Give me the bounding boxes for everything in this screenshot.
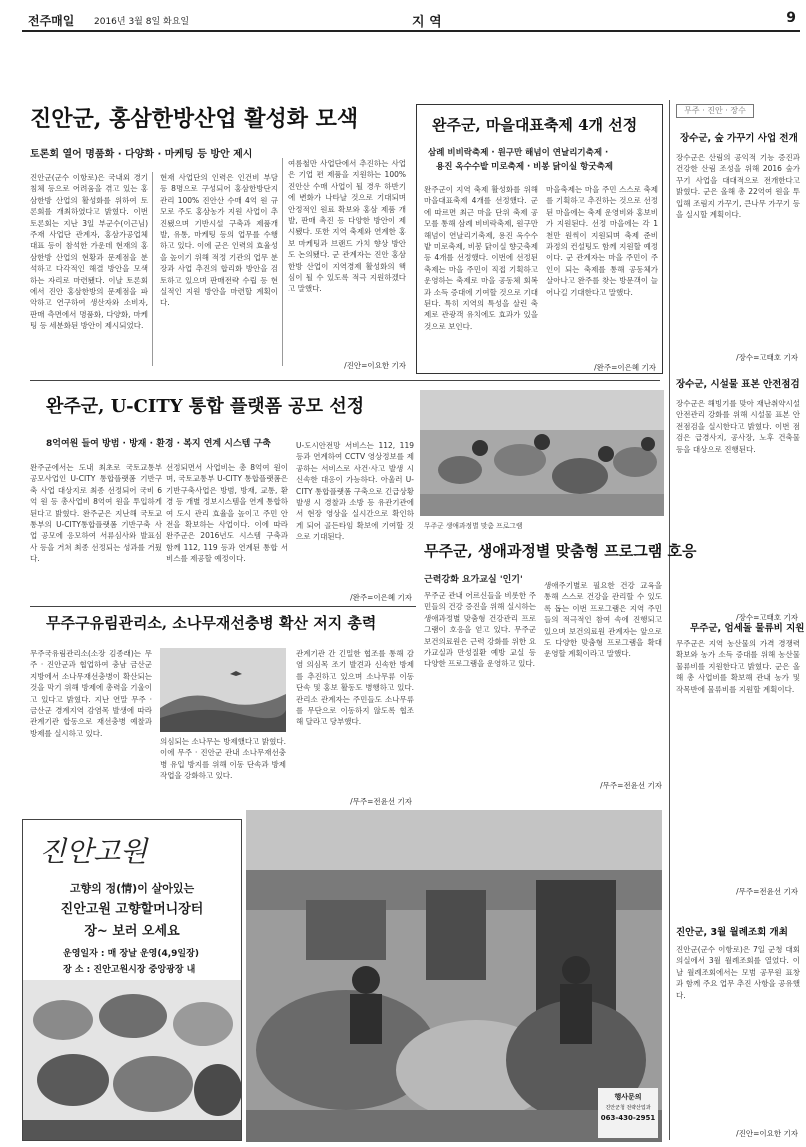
article3-subhead: 8억여원 들여 방범 · 방재 · 환경 · 복지 연계 시스템 구축 [46, 439, 271, 449]
sidebar-item4-title: 진안군, 3월 월례조회 개최 [676, 927, 788, 938]
article4-body-col1: 무주국유림관리소(소장 김종래)는 무주 · 진안군과 협업하여 충남 금산군 지방에서 소나무재선충병이 확산되는 것을 막기 위해 방제에 총력을 기울이고 있다고 밝혔다. 지난 연말 무주 · 금산군 경계지역 감염목 발생에 따라 관계기관 합동으로 재선충병 예찰과 방제를 실시하고 있다. [30, 649, 152, 738]
article2-body-col1: 완주군이 지역 축제 활성화를 위해 마을대표축제 4개를 선정했다. 군에 따르면 최근 마을 단위 축제 공모를 통해 삼례 비비락축제, 원구만 해넘이 연날리기축제, 용진 옥수수밭 미로축제, 비봉 닭이실 향긋축제 등 4개를 선정했다. 이번에 선정된 축제는 마을 주민이 직접 기획하고 운영하는 축제로 마을 공동체 회복과 소득 증대에 기여할 것으로 기대된다. 특히 지역의 특성을 살린 축제로 관광객 유치에도 효과가 있을 것으로 보인다. [424, 185, 538, 331]
sidebar-item3-body: 무주군은 지역 농산물의 가격 경쟁력 확보와 농가 소득 증대를 위해 농산물 물류비를 지원한다고 밝혔다. 군은 올해 총 사업비를 확보해 관내 농가 및 작목반에 물류비를 지원할 계획이다. [676, 639, 800, 694]
article1-headline: 진안군, 홍삼한방산업 활성화 모색 [30, 106, 359, 132]
sidebar-item4-body: 진안군(군수 이항로)은 7일 군청 대회의실에서 3월 월례조회를 열었다. 이날 월례조회에서는 모범 공무원 표창과 함께 주요 업무 추진 사항을 공유했다. [676, 945, 800, 1000]
newspaper-name: 전주매일 [28, 14, 75, 28]
section-divider [30, 606, 416, 607]
column-rule [152, 172, 153, 366]
article1-body-col1: 진안군(군수 이항로)은 국내외 경기 침체 등으로 어려움을 겪고 있는 홍삼한방 산업의 활성화를 위하여 토론회를 개최하였다고 밝혔다. 이번 토론회는 지난 3일 부군수(이근님) 주재 사업단 관계자, 홍삼가공업체 대표 등이 참석한 가운데 현재의 홍삼한방 산업의 현황과 문제점을 분석하고 다각적인 해결 방안을 모색하는 자리로 마련됐다. 이날 토론회에서 진안 홍삼한방의 문제점을 파악하고 연구하여 생산자와 소비자, 판매 측면에서 명품화, 다양화, 마케팅 등 세분화된 방안이 제시되었다. [30, 173, 148, 331]
section-title: 지 역 [412, 15, 442, 30]
ad-line-3: 장~ 보러 오세요 [84, 924, 180, 939]
article2-subhead-1: 삼례 비비락축제 · 원구만 해넘이 연날리기축제 · [428, 148, 609, 158]
article5-body-col2: 생애주기별로 필요한 건강 교육을 통해 스스로 건강을 관리할 수 있도록 돕는 이번 프로그램은 지역 주민들의 적극적인 참여 속에 진행되고 있으며 보건의료원 관계자는 앞으로도 다양한 맞춤형 프로그램을 확대 운영할 계획이라고 말했다. [544, 581, 662, 659]
yoga-class-photo [420, 390, 664, 516]
sidebar-item2-body: 장수군은 해빙기를 맞아 재난취약시설 안전관리 강화를 위해 시설물 표본 안전점검을 실시한다고 밝혔다. 이번 점검은 급경사지, 공사장, 노후 건축물 등을 대상으로 진행된다. [676, 399, 800, 454]
ad-brand: 진안고원 [39, 835, 148, 868]
sidebar-label: 무주 · 진안 · 장수 [676, 104, 754, 118]
ad-line-1: 고향의 정(情)이 살아있는 [69, 882, 195, 895]
sidebar-rule [669, 100, 670, 1140]
article2-headline: 완주군, 마을대표축제 4개 선정 [432, 116, 638, 134]
sidebar-item2-byline: /장수=고태호 기자 [736, 613, 798, 622]
article4-byline: /무주=전윤선 기자 [350, 797, 412, 806]
contact-name: 진안군청 전략산업과 [605, 1105, 651, 1111]
yoga-photo-caption: 무주군 생애과정별 맞춤 프로그램 [424, 522, 523, 530]
forest-photo [160, 648, 286, 732]
forest-photo-drawing [160, 648, 286, 732]
sidebar-item4-byline: /진안=이요한 기자 [736, 1129, 798, 1138]
article1-byline: /진안=이요한 기자 [344, 361, 406, 370]
column-rule [282, 158, 283, 366]
article2-body-col2: 마을축제는 마을 주민 스스로 축제를 기획하고 추진하는 것으로 선정된 마을에는 축제 운영비와 홍보비가 지원된다. 선정 마을에는 각 1천만 원씩이 지원되며 축제 준비 과정의 컨설팅도 함께 지원할 예정이다. 군 관계자는 마을 주민이 주인이 되는 축제를 통해 공동체가 살아나고 완주를 찾는 방문객이 늘어나길 기대한다고 말했다. [546, 185, 658, 297]
ad-produce-illustration [23, 980, 241, 1140]
page-number: 9 [786, 10, 796, 26]
article2-byline: /완주=이은혜 기자 [594, 363, 656, 372]
article1-body-col3: 여름철만 사업단에서 추진하는 사업은 기업 편 제품을 지원하는 100% 진안산 수매 사업이 될 경우 하반기에 변화가 나타날 것으로 기대되며 안정적인 원료 확보와 홍삼 제품 개발, 판매 촉진 등 다양한 방안이 제시됐다. 또한 지역 축제와 연계한 홍보 마케팅과 브랜드 가치 향상 방안도 논의됐다. 군 관계자는 진안 홍삼한방 산업이 지역경제 활성화의 핵심이 될 수 있도록 적극 지원하겠다고 말했다. [288, 159, 406, 294]
article1-subhead: 토론회 열어 명품화 · 다양화 · 마케팅 등 방안 제시 [30, 149, 253, 160]
article2-subhead-2: 용진 옥수수밭 미로축제 · 비봉 닭이실 항굿축제 [436, 162, 613, 172]
sidebar-item3-title: 무주군, 엄세돌 물류비 지원 [690, 623, 805, 634]
contact-phone: 063-430-2951 [600, 1114, 656, 1122]
article3-body-col1: 완주군에서는 도내 최초로 국토교통부 공모사업인 U-CITY 통합플랫폼 기반구축 사업 대상지로 최종 선정되어 국비 6억 원 등 총사업비 8억여 원을 투입하게 된다고 밝혔다. 완주군은 지난해 국토교통부의 U-CITY통합플랫폼 기반구축 사업 공모에 응모하여 서류심사와 발표심사 등을 거쳐 최종 선정되는 성과를 거뒀다. [30, 463, 162, 564]
article1-body-col2: 현재 사업단의 인력은 인건비 부담 등 8명으로 구성되어 홍삼한방단지 관리 100% 진안산 수매 4억 원 규모로 주도 홍삼농가 지원 사업이 추진됐으며 기반시설 구축과 제품개발, 유통, 마케팅 등의 업무를 수행하고 있다. 이에 군은 인력의 효율성을 높이기 위해 적정 기관의 업무 분장과 사업 추진의 합리화 방안을 검토하고 있으며 판매전략 수립 등 현실적인 지원 방안을 마련할 계획이다. [160, 173, 278, 308]
ad-location: 장 소 : 진안고원시장 중앙광장 내 [63, 965, 196, 975]
article3-headline: 완주군, U-CITY 통합 플랫폼 공모 선정 [46, 396, 365, 417]
article3-body-col3: U-도시안전망 서비스는 112, 119 등과 연계하여 CCTV 영상정보를 제공하는 서비스로 사건·사고 발생 시 신속한 대응이 가능하다. 아울러 U-CITY 통합플랫폼 구축으로 긴급상황 발생 시 경찰과 소방 등 유관기관에서 현장 영상을 실시간으로 확인하게 되어 골든타임 확보에 기여할 것으로 기대된다. [296, 441, 414, 542]
ad-line-2: 진안고원 고향할머니장터 [60, 902, 204, 917]
sidebar-item1-title: 장수군, 숲 가꾸기 사업 전개 [680, 133, 798, 144]
article3-body-col2: 선정되면서 사업비는 총 8억여 원이며, 국토교통부 U-CITY 통합플랫폼은 기반구축사업은 방범, 방재, 교통, 환경 등 개별 정보시스템을 연계 통합하여 도시 관리 효율을 높이고 주민 안전을 확보하는 사업이다. 이에 따라 완주군은 2016년도 시스템 구축과 함께 112, 119 등과 연계된 통합 서비스를 제공할 예정이다. [166, 463, 288, 564]
yoga-photo-drawing [420, 390, 664, 516]
article5-headline: 무주군, 생애과정별 맞춤형 프로그램 호응 [424, 542, 697, 560]
contact-title: 행사문의 [614, 1093, 642, 1101]
section-divider [30, 380, 660, 381]
market-advertisement [22, 819, 242, 1141]
issue-date: 2016년 3월 8일 화요일 [94, 17, 190, 27]
article5-body-col1: 무주군 관내 어르신들을 비롯한 주민들의 건강 증진을 위해 실시하는 생애과정별 맞춤형 건강관리 프로그램이 호응을 얻고 있다. 무주군보건의료원은 근력 강화를 위한 요가교실과 만성질환 예방 교실 등 다양한 프로그램을 운영하고 있다. [424, 591, 536, 669]
sidebar-item1-byline: /장수=고태호 기자 [736, 353, 798, 362]
article5-subhead: 근력강화 요가교실 '인기' [424, 575, 523, 585]
article4-body-col2: 의심되는 소나무는 방제했다고 밝혔다. 이에 무주 · 진안군 관내 소나무재선충병 유입 방지를 위해 이동 단속과 방제 작업을 강화하고 있다. [160, 737, 286, 781]
sidebar-item3-byline: /무주=전윤선 기자 [736, 887, 798, 896]
ad-schedule: 운영일자 : 매 장날 운영(4,9일장) [63, 949, 199, 959]
sidebar-item1-body: 장수군은 산림의 공익적 기능 증진과 건강한 산림 조성을 위해 2016 숲가꾸기 사업을 대대적으로 전개한다고 밝혔다. 군은 올해 총 22억여 원을 투입해 조림지 가꾸기, 큰나무 가꾸기 등을 실시할 계획이다. [676, 153, 800, 220]
page-header [22, 6, 800, 32]
article5-byline: /무주=전윤선 기자 [600, 781, 662, 790]
sidebar-item2-title: 장수군, 시설물 표본 안전점검 [676, 379, 800, 390]
article4-body-col3: 관계기관 간 긴밀한 협조를 통해 감염 의심목 조기 발견과 신속한 방제를 추진하고 있으며 소나무류 이동 단속 및 홍보 활동도 병행하고 있다. 관리소 관계자는 주민들도 소나무류를 무단으로 이동하지 않도록 협조해 달라고 당부했다. [296, 649, 414, 727]
article4-headline: 무주구유림관리소, 소나무재선충병 확산 저지 총력 [46, 614, 377, 632]
market-photo [246, 810, 662, 1142]
article3-byline: /완주=이은혜 기자 [350, 593, 412, 602]
market-photo-drawing [246, 810, 662, 1142]
